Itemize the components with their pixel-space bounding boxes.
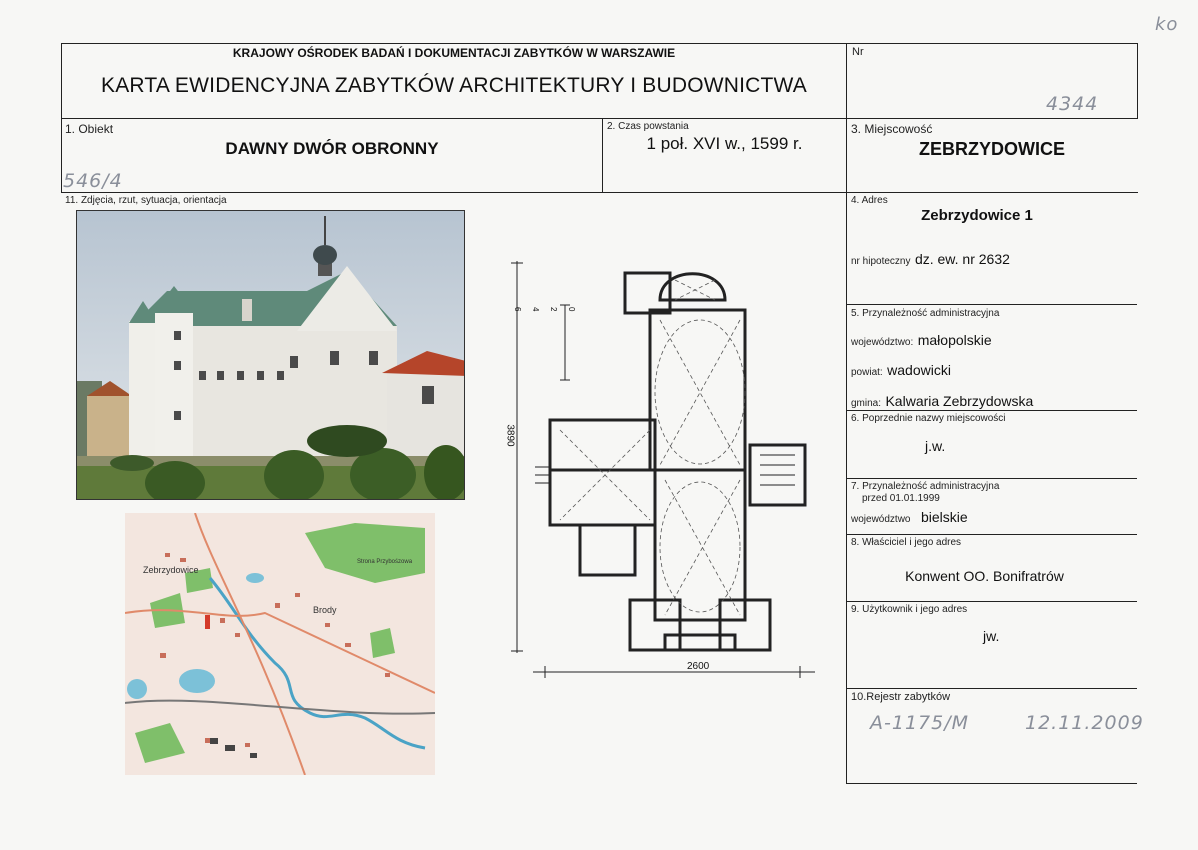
obiekt-handwritten: 546/4 bbox=[63, 170, 123, 192]
admin-woj-value: małopolskie bbox=[917, 332, 992, 348]
plan-height-dim: 3890 bbox=[504, 424, 516, 447]
map-label-town: Zebrzydowice bbox=[143, 565, 199, 575]
corner-mark: ko bbox=[1155, 14, 1179, 35]
admin-label: 5. Przynależność administracyjna bbox=[851, 308, 1000, 319]
manor-photo-drawing bbox=[77, 211, 465, 500]
admin-powiat-row bbox=[851, 362, 951, 380]
situation-map-drawing bbox=[125, 513, 435, 775]
rejestr-label: 10.Rejestr zabytków bbox=[851, 691, 951, 703]
hipoteczny-row bbox=[851, 251, 1010, 269]
frame-row1-bottom bbox=[61, 192, 1138, 193]
floor-plan-drawing bbox=[505, 255, 820, 685]
obiekt-label: 1. Obiekt bbox=[65, 122, 114, 136]
sep-adres bbox=[846, 304, 1137, 305]
plan-scale-ticks bbox=[508, 307, 580, 317]
nr-label: Nr bbox=[852, 46, 864, 58]
admin-powiat-value: wadowicki bbox=[887, 362, 951, 378]
hipoteczny-label: nr hipoteczny bbox=[851, 256, 911, 267]
sep-wlasciciel bbox=[846, 601, 1137, 602]
manor-photo bbox=[76, 210, 465, 500]
scale-tick: 4 bbox=[531, 307, 540, 312]
admin-old-sublabel: przed 01.01.1999 bbox=[862, 493, 940, 504]
zdjecia-label: 11. Zdjęcia, rzut, sytuacja, orientacja bbox=[65, 195, 227, 206]
czas-label: 2. Czas powstania bbox=[607, 121, 689, 132]
admin-old-woj-value: bielskie bbox=[920, 509, 968, 525]
admin-old-woj-label: województwo bbox=[851, 514, 911, 525]
sep-rejestr bbox=[846, 783, 1137, 784]
sep-poprzednie bbox=[846, 478, 1137, 479]
poprzednie-value: j.w. bbox=[925, 438, 946, 454]
frame-header-bottom bbox=[61, 118, 1138, 119]
rejestr-date: 12.11.2009 bbox=[1025, 712, 1144, 734]
rejestr-number: A-1175/M bbox=[870, 712, 970, 734]
admin-old-woj-row bbox=[851, 509, 968, 527]
map-label-village: Brody bbox=[313, 605, 337, 615]
adres-label: 4. Adres bbox=[851, 195, 888, 206]
situation-map bbox=[125, 513, 435, 775]
plan-width-dim: 2600 bbox=[687, 661, 710, 672]
scale-tick: 6 bbox=[513, 307, 522, 312]
czas-value: 1 poł. XVI w., 1599 r. bbox=[646, 134, 803, 153]
wlasciciel-label: 8. Właściciel i jego adres bbox=[851, 537, 962, 548]
scale-tick: 2 bbox=[549, 307, 558, 312]
sep-admin-old bbox=[846, 534, 1137, 535]
poprzednie-label: 6. Poprzednie nazwy miejscowości bbox=[851, 413, 1006, 424]
admin-old-label: 7. Przynależność administracyjna bbox=[851, 481, 1000, 492]
floor-plan bbox=[505, 255, 820, 685]
map-label-hill: Strona Przybośzowa bbox=[357, 559, 413, 565]
miejscowosc-label: 3. Miejscowość bbox=[851, 122, 933, 136]
admin-gmina-row bbox=[851, 393, 1033, 411]
nr-value: 4344 bbox=[1046, 93, 1099, 115]
uzytkownik-value: jw. bbox=[983, 628, 1000, 644]
sep-uzytkownik bbox=[846, 688, 1137, 689]
admin-woj-row bbox=[851, 332, 992, 350]
frame-top bbox=[61, 43, 1138, 44]
card-title: KARTA EWIDENCYJNA ZABYTKÓW ARCHITEKTURY I BUDOWNICTWA bbox=[100, 74, 807, 97]
uzytkownik-label: 9. Użytkownik i jego adres bbox=[851, 604, 968, 615]
scale-tick: 0 bbox=[567, 307, 576, 312]
adres-value: Zebrzydowice 1 bbox=[921, 207, 1033, 224]
obiekt-value: DAWNY DWÓR OBRONNY bbox=[225, 139, 439, 158]
admin-powiat-label: powiat: bbox=[851, 367, 883, 378]
miejscowosc-value: ZEBRZYDOWICE bbox=[919, 139, 1065, 159]
institution-name: KRAJOWY OŚRODEK BADAŃ I DOKUMENTACJI ZABYTKÓW W WARSZAWIE bbox=[232, 46, 676, 60]
frame-divider-time bbox=[602, 118, 603, 192]
frame-right-top bbox=[1137, 43, 1138, 118]
admin-woj-label: województwo: bbox=[851, 337, 914, 348]
admin-gmina-value: Kalwaria Zebrzydowska bbox=[885, 393, 1034, 409]
hipoteczny-value: dz. ew. nr 2632 bbox=[914, 251, 1010, 267]
admin-gmina-label: gmina: bbox=[851, 398, 882, 409]
wlasciciel-value: Konwent OO. Bonifratrów bbox=[905, 568, 1064, 584]
